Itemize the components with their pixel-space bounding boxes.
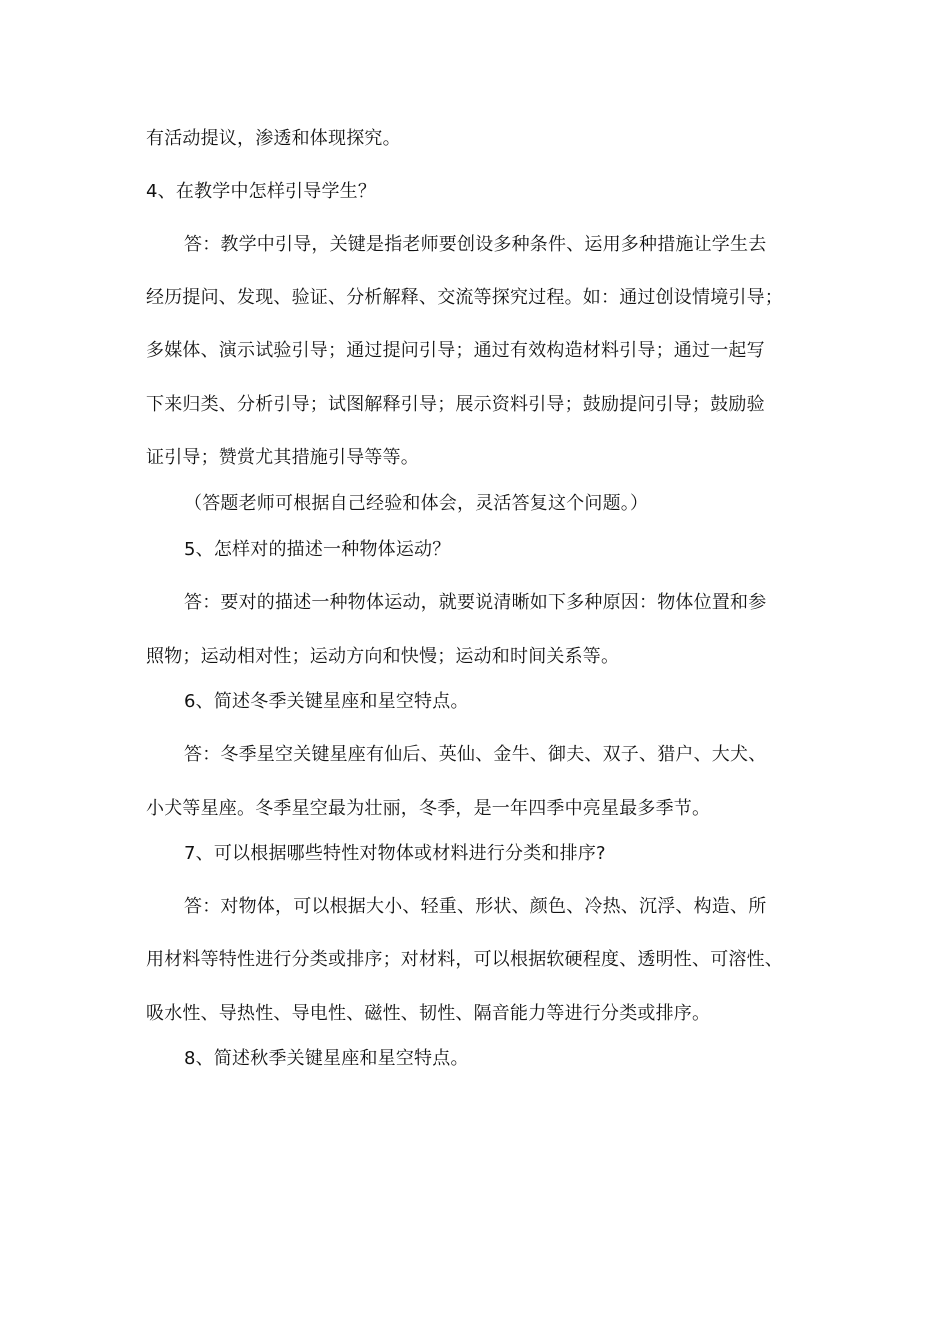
body-text-line: 吸水性、导热性、导电性、磁性、韧性、隔音能力等进行分类或排序。: [146, 1003, 711, 1024]
question-heading: 5、怎样对的描述一种物体运动？: [184, 539, 451, 560]
body-text-line: 经历提问、发现、验证、分析解释、交流等探究过程。如：通过创设情境引导；: [146, 287, 783, 308]
body-text-line: 下来归类、分析引导；试图解释引导；展示资料引导；鼓励提问引导；鼓励验: [146, 394, 765, 415]
question-heading: 4、在教学中怎样引导学生？: [146, 181, 377, 202]
body-text-line: 多媒体、演示试验引导；通过提问引导；通过有效构造材料引导；通过一起写: [146, 340, 765, 361]
body-text-line: 用材料等特性进行分类或排序；对材料，可以根据软硬程度、透明性、可溶性、: [146, 949, 783, 970]
answer-text-line: 答：对物体，可以根据大小、轻重、形状、颜色、冷热、沉浮、构造、所: [184, 896, 767, 917]
question-heading: 6、简述冬季关键星座和星空特点。: [184, 691, 469, 712]
body-text-line: 证引导；赞赏尤其措施引导等等。: [146, 447, 419, 468]
body-text-line: 照物；运动相对性；运动方向和快慢；运动和时间关系等。: [146, 646, 620, 667]
body-text-line: 有活动提议，渗透和体现探究。: [146, 128, 401, 149]
question-heading: 7、可以根据哪些特性对物体或材料进行分类和排序?: [184, 843, 606, 864]
question-heading: 8、简述秋季关键星座和星空特点。: [184, 1048, 469, 1069]
body-text-line: 小犬等星座。冬季星空最为壮丽，冬季，是一年四季中亮星最多季节。: [146, 798, 711, 819]
answer-text-line: 答：要对的描述一种物体运动，就要说清晰如下多种原因：物体位置和参: [184, 592, 767, 613]
answer-text-line: 答：教学中引导，关键是指老师要创设多种条件、运用多种措施让学生去: [184, 234, 767, 255]
answer-text-line: 答：冬季星空关键星座有仙后、英仙、金牛、御夫、双子、猎户、大犬、: [184, 744, 767, 765]
note-text-line: （答题老师可根据自己经验和体会，灵活答复这个问题。）: [184, 493, 649, 514]
